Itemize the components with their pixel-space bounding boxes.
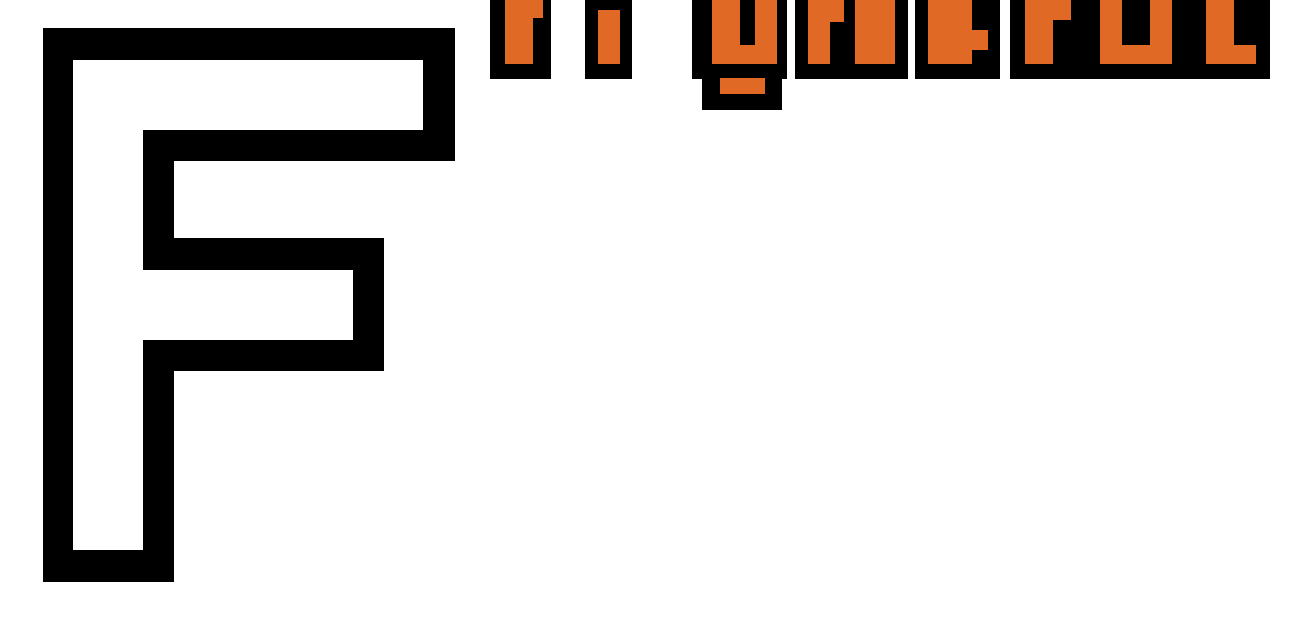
letter-r-arm	[533, 0, 543, 18]
letter-f-stem	[1025, 0, 1053, 64]
f-fill-mid	[73, 270, 353, 340]
letter-u-base	[1100, 45, 1172, 64]
big-letter-f-icon	[43, 28, 455, 582]
letter-g-base	[712, 45, 777, 64]
letter-h-left	[808, 0, 830, 64]
letter-h-right	[855, 0, 895, 64]
letter-g-tail	[720, 78, 765, 94]
letter-t-stem	[928, 0, 972, 64]
letter-l-foot	[1206, 45, 1256, 64]
letter-t-tick	[972, 30, 988, 50]
letter-f-arm	[1053, 0, 1071, 20]
letter-h-bridge	[830, 0, 844, 22]
letter-i-fill	[598, 10, 620, 64]
top-word-logo	[490, 0, 1270, 110]
letter-r-fill	[505, 0, 533, 64]
